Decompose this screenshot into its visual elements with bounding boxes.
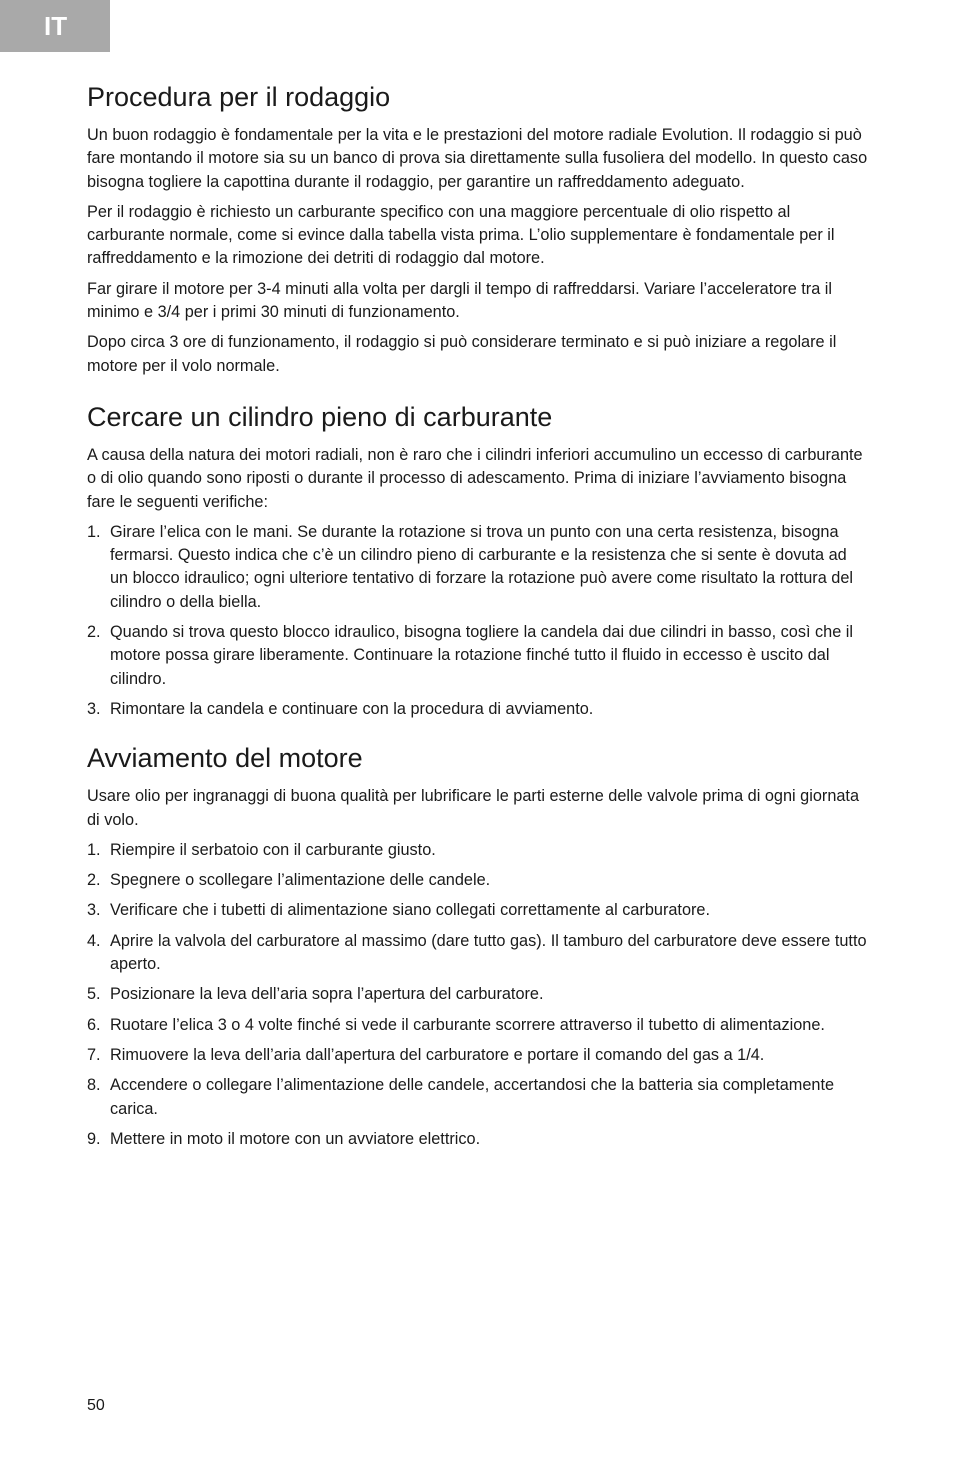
list-number: 3. [87, 699, 101, 718]
paragraph: Per il rodaggio è richiesto un carburante specifico con una maggiore percentuale di olio rispetto al carburante normale, come si evince dalla tabella vista prima. L’olio supplementare è fondamentale per il raffreddamento e la rimozione dei detriti di rodaggio dal motore. [87, 202, 835, 268]
list-number: 7. [87, 1045, 101, 1064]
list-item [87, 621, 869, 691]
list-item [87, 1128, 869, 1151]
list-item [87, 1074, 869, 1121]
paragraph: Dopo circa 3 ore di funzionamento, il rodaggio si può considerare terminato e si può iniziare a regolare il motore per il volo normale. [87, 333, 837, 375]
steps-list [87, 839, 869, 1151]
list-text: Spegnere o scollegare l’alimentazione delle candele. [110, 871, 491, 890]
list-number: 1. [87, 522, 101, 541]
paragraph: Far girare il motore per 3-4 minuti alla volta per dargli il tempo di raffreddarsi. Variare l’acceleratore tra il minimo e 3/4 per i primi 30 minuti di funzionamento. [87, 279, 833, 322]
list-item [87, 839, 869, 862]
list-number: 3. [87, 901, 101, 920]
list-number: 9. [87, 1129, 101, 1148]
list-text: Accendere o collegare l’alimentazione delle candele, accertandosi che la batteria sia completamente carica. [110, 1076, 835, 1118]
list-text: Aprire la valvola del carburatore al massimo (dare tutto gas). Il tamburo del carburatore deve essere tutto aperto. [110, 931, 867, 974]
list-number: 1. [87, 840, 101, 859]
list-item [87, 1014, 869, 1037]
list-number: 2. [87, 623, 101, 642]
section-title-engine-start: Avviamento del motore [87, 743, 363, 774]
section-intro: A causa della natura dei motori radiali, non è raro che i cilindri inferiori accumulino un eccesso di carburante o di olio quando sono riposti o durante il processo di adescamento. Prima di iniziare l’avviamento bisogna fare le seguenti verifiche: [87, 445, 863, 511]
section-intro: Usare olio per ingranaggi di buona qualità per lubrificare le parti esterne delle valvole prima di ogni giornata di volo. [87, 787, 860, 829]
language-tab: IT [0, 0, 110, 52]
list-item [87, 930, 869, 977]
list-item [87, 1044, 869, 1067]
list-text: Posizionare la leva dell’aria sopra l’apertura del carburatore. [110, 985, 544, 1004]
list-number: 6. [87, 1015, 101, 1034]
list-item [87, 521, 869, 614]
list-item [87, 698, 869, 721]
list-text: Rimontare la candela e continuare con la procedura di avviamento. [110, 699, 594, 718]
list-number: 2. [87, 871, 101, 890]
checklist [87, 521, 869, 721]
list-number: 4. [87, 931, 101, 950]
list-text: Mettere in moto il motore con un avviatore elettrico. [110, 1129, 481, 1148]
list-number: 5. [87, 985, 101, 1004]
paragraph: Un buon rodaggio è fondamentale per la vita e le prestazioni del motore radiale Evolution. Il rodaggio si può fare montando il motore sia su un banco di prova sia direttamente sulla fusoliera del modello. In questo caso bisogna togliere la capottina durante il rodaggio, per garantire un raffreddamento adeguato. [87, 126, 868, 191]
list-text: Riempire il serbatoio con il carburante giusto. [110, 840, 436, 859]
list-item [87, 869, 869, 892]
list-number: 8. [87, 1076, 101, 1095]
list-text: Girare l’elica con le mani. Se durante la rotazione si trova un punto con una certa resistenza, bisogna fermarsi. Questo indica che c’è un cilindro pieno di carburante e la resistenza che si sente è dovuta ad un blocco idraulico; ogni ulteriore tentativo di forzare la rotazione può avere come risultato la rottura del cilindro o della biella. [110, 522, 854, 611]
list-text: Verificare che i tubetti di alimentazione siano collegati correttamente al carburatore. [110, 901, 711, 920]
list-item [87, 983, 869, 1006]
page-content [87, 80, 869, 1158]
list-item [87, 899, 869, 922]
section-title-break-in: Procedura per il rodaggio [87, 82, 391, 112]
section-title-hydraulic-lock: Cercare un cilindro pieno di carburante [87, 401, 553, 432]
list-text: Rimuovere la leva dell’aria dall’apertura del carburatore e portare il comando del gas a 1/4. [110, 1045, 765, 1064]
list-text: Ruotare l’elica 3 o 4 volte finché si vede il carburante scorrere attraverso il tubetto di alimentazione. [110, 1015, 825, 1034]
list-text: Quando si trova questo blocco idraulico, bisogna togliere la candela dai due cilindri in basso, così che il motore possa girare liberamente. Continuare la rotazione finché tutto il fluido in eccesso è uscito dal cilindro. [110, 623, 854, 688]
page-number: 50 [87, 1397, 105, 1414]
